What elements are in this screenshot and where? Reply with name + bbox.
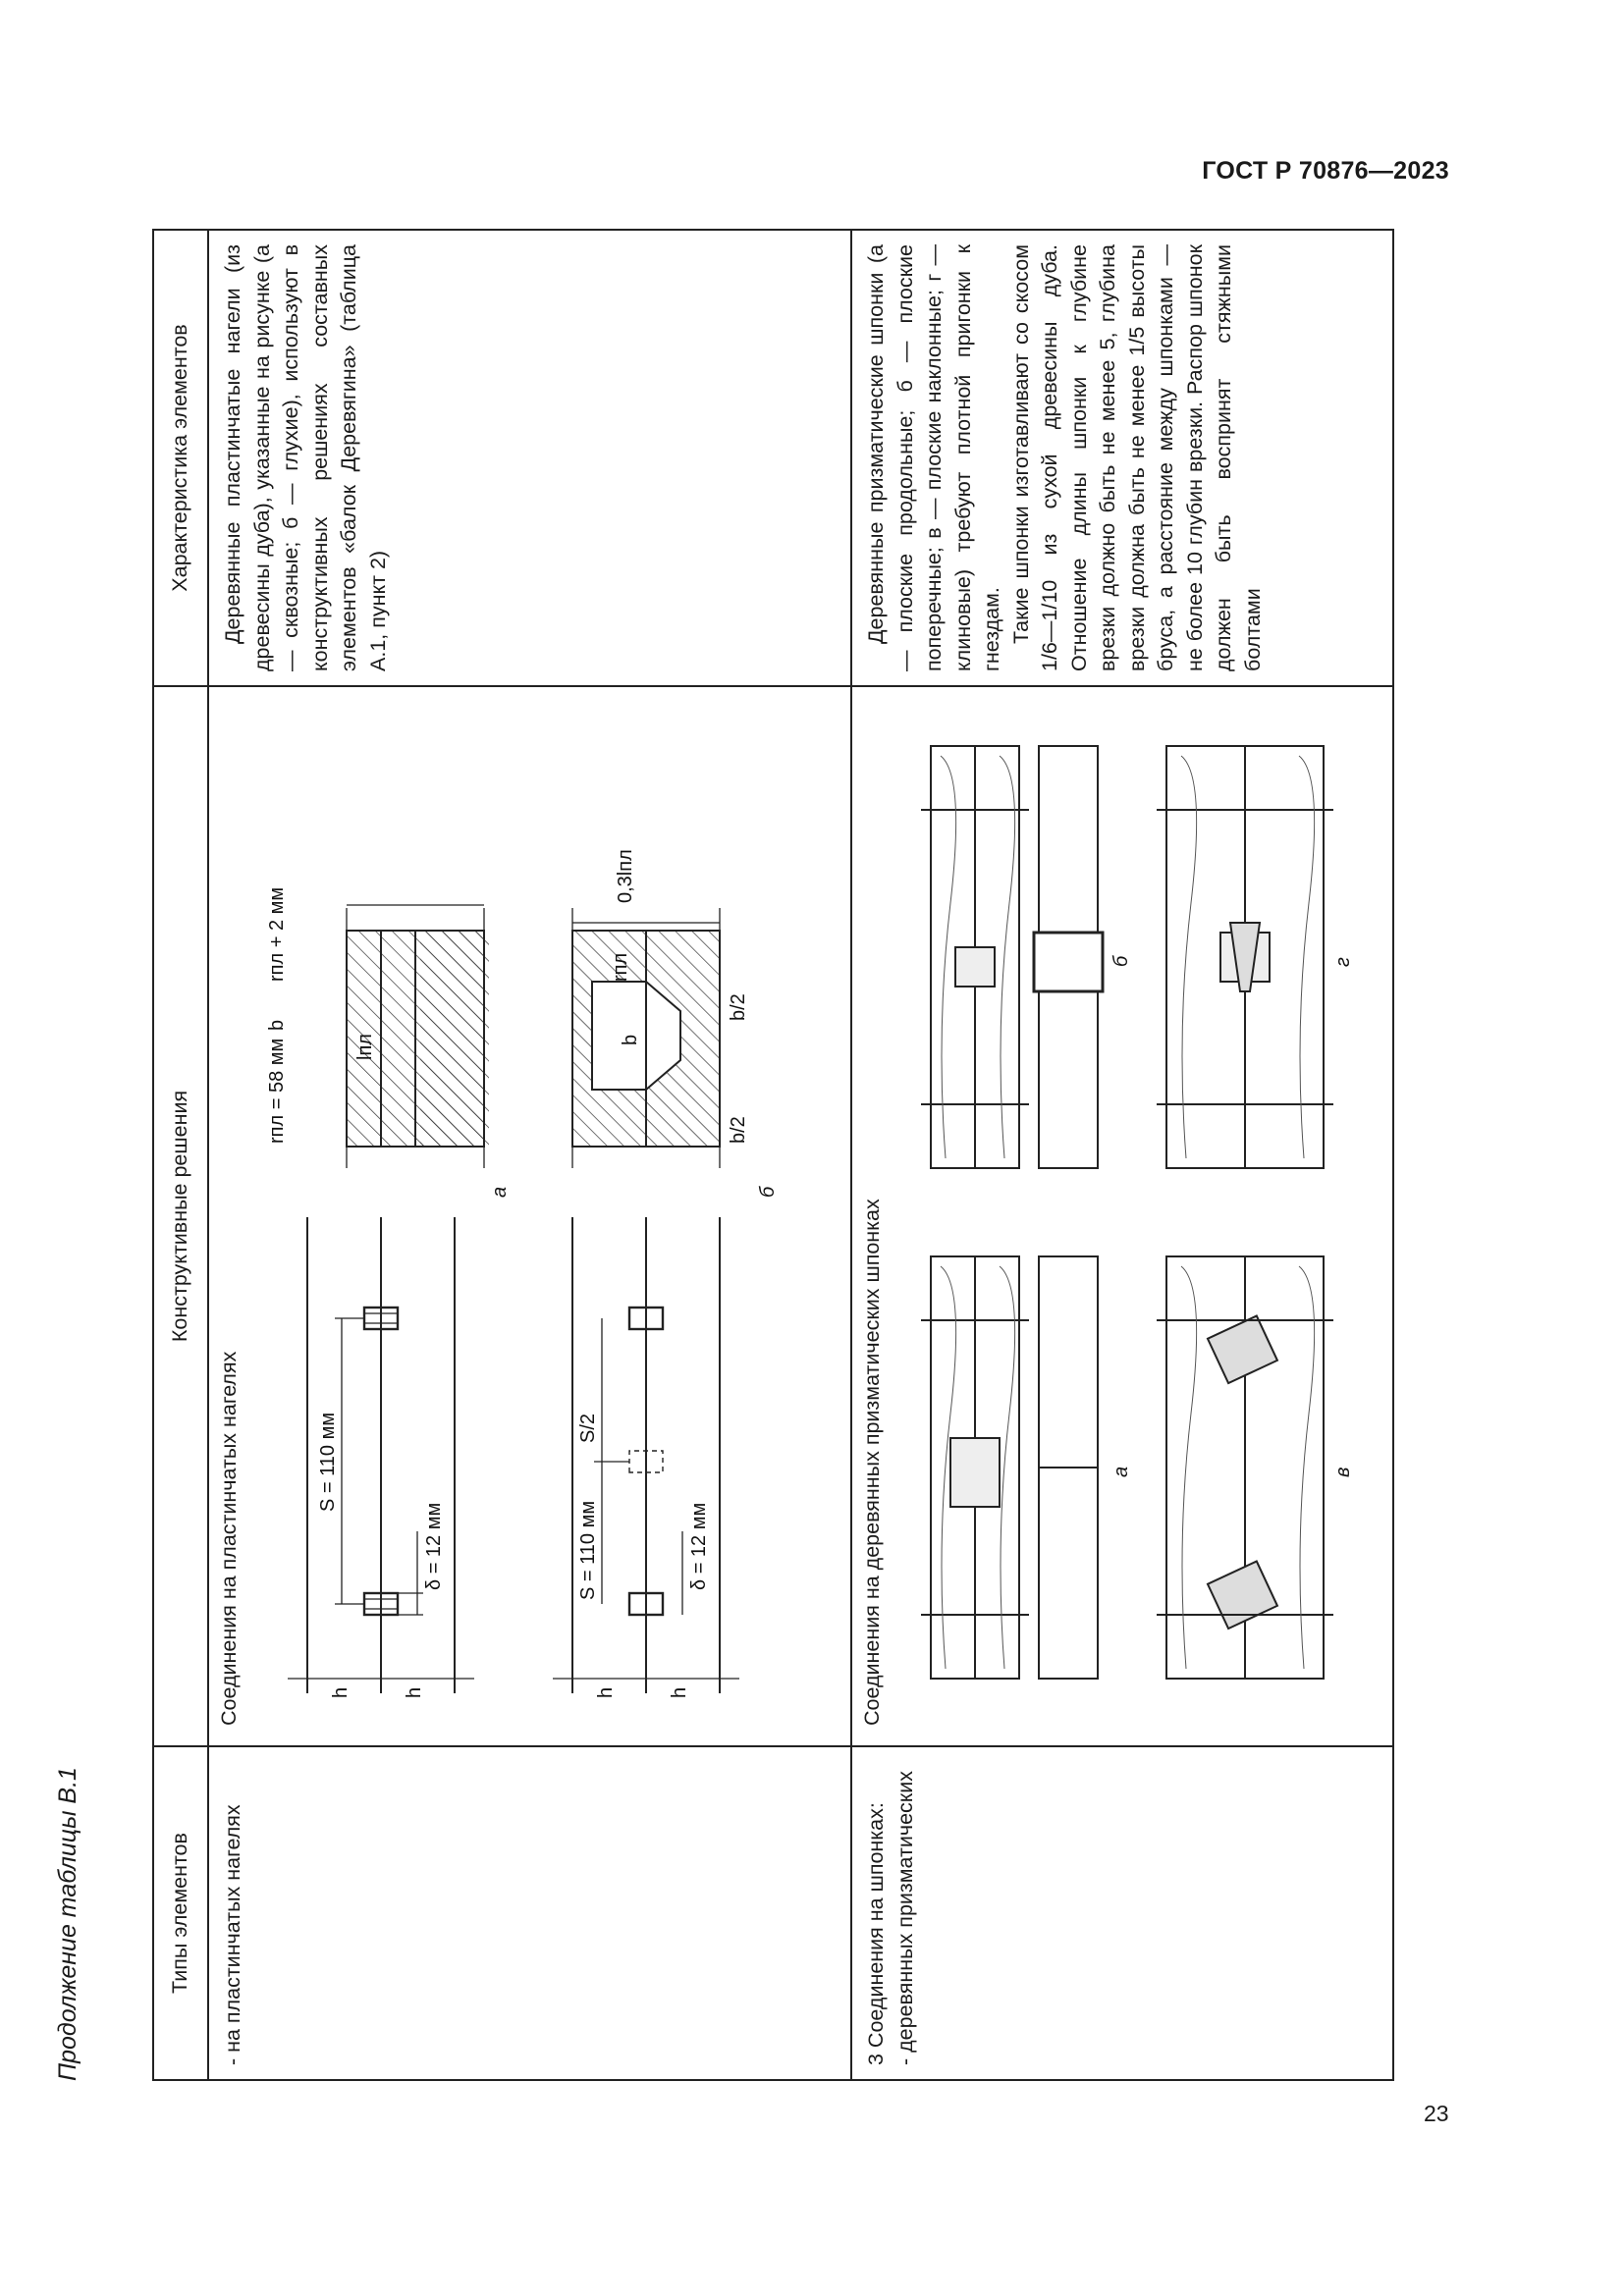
dim-r-plus-2: rпл + 2 мм — [265, 886, 288, 982]
row2-title: Соединения на деревянных призматических шпонках — [860, 1199, 884, 1726]
table-row — [208, 230, 851, 2080]
dim-lpl: lпл — [353, 1034, 376, 1060]
rotated-table-block — [54, 231, 1394, 2081]
dim-b: b — [265, 1019, 288, 1031]
dim-delta12: δ = 12 мм — [422, 1502, 445, 1590]
dim-0-3-lpl: 0,3lпл — [614, 849, 636, 903]
dim-h: h — [403, 1686, 425, 1698]
row2-drawings — [851, 686, 1393, 1746]
dim-rpl: rпл — [609, 952, 631, 982]
page-number: 23 — [1424, 2101, 1449, 2126]
dim-b-half: b/2 — [727, 1116, 749, 1144]
row1-type: - на пластинчатых нагелях — [208, 1746, 851, 2080]
fig-label-b: б — [1110, 955, 1132, 967]
dim-h: h — [668, 1686, 690, 1698]
standard-number: ГОСТ Р 70876—2023 — [1202, 157, 1449, 185]
col-header-characteristics: Характеристика элементов — [153, 230, 208, 686]
table-row — [851, 230, 1393, 2080]
table-continuation-caption: Продолжение таблицы В.1 — [54, 1767, 81, 2081]
fig-label-a: а — [1110, 1466, 1132, 1477]
dim-s110: S = 110 мм — [316, 1412, 339, 1512]
key-joints-drawing — [892, 695, 1353, 1737]
fig-label-b: б — [756, 1186, 779, 1198]
dim-s110: S = 110 мм — [576, 1500, 599, 1600]
row1-drawings — [208, 686, 851, 1746]
dim-h: h — [594, 1686, 617, 1698]
dim-r58: rпл = 58 мм — [265, 1038, 288, 1144]
dim-b-half: b/2 — [727, 993, 749, 1021]
dim-s-half: S/2 — [576, 1413, 599, 1443]
fig-label-g: г — [1331, 957, 1353, 967]
row2-type: 3 Соединения на шпонках: - деревянных призматических — [851, 1746, 1393, 2080]
dim-delta12: δ = 12 мм — [687, 1502, 710, 1590]
col-header-solutions: Конструктивные решения — [153, 686, 208, 1746]
dim-h: h — [329, 1686, 352, 1698]
row2-characteristics: Деревянные призматические шпонки (а — плоские продольные; б — плоские поперечные; в — плоские наклонные; г — клиновые) требуют плотной пригонки к гнездам. Такие шпонки изготавливают со скосом 1/6—1/10 из сухой древесины дуба. Отношение длины шпонки к глубине врезки должно быть не менее 5, глубина врезки должна быть не менее 1/5 высоты бруса, а расстояние между шпонками — не более 10 глубин врезки. Распор шпонок должен быть воспринят стяжными болтами — [851, 230, 1393, 686]
plate-dowel-drawing — [248, 695, 818, 1737]
col-header-types: Типы элементов — [153, 1746, 208, 2080]
table-header-row — [153, 230, 208, 2080]
fig-label-a: а — [488, 1186, 511, 1198]
row1-title: Соединения на пластинчатых нагелях — [217, 1351, 241, 1726]
row1-characteristics: Деревянные пластинчатые нагели (из древесины дуба), указанные на рисунке (а — сквозные; б — глухие), используют в конструктивных решениях составных элементов «балок Деревягина» (таблица А.1, пункт 2) — [208, 230, 851, 686]
joints-table — [152, 229, 1394, 2081]
dim-b: b — [619, 1034, 641, 1045]
fig-label-v: в — [1331, 1467, 1353, 1477]
